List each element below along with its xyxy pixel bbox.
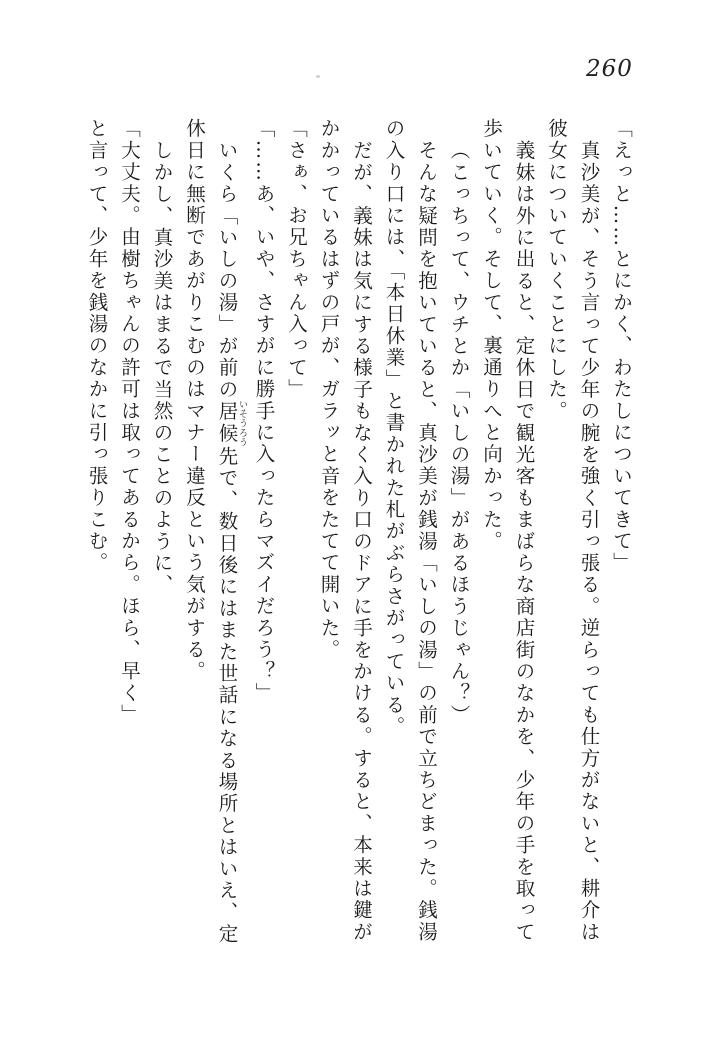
text-segment: 先で、数日後にはまた世話になる場所とはいえ、定 [215,445,239,945]
ruby-base: 居候 [215,399,239,447]
scan-speck [316,75,320,78]
text-line: そんな疑問を抱いていると、真沙美が銭湯「いしの湯」の前で立ちどまった。銭湯 [415,139,438,943]
text-line: 「……あ、いや、さすがに勝手に入ったらマズイだろう？」 [252,118,276,704]
page-number: 260 [586,56,633,82]
vertical-text-block [80,118,637,960]
text-line: 「さぁ、お兄ちゃん入って」 [285,118,308,401]
text-line: 彼女についていくことにした。 [545,118,568,422]
text-line: 義妹は外に出ると、定休日で観光客もまばらな商店街のなかを、少年の手を取って [512,139,536,943]
text-line: かかっているはずの戸が、ガラッと音をたてて開いた。 [317,118,341,661]
text-line: 「えっと……とにかく、わたしについてきて」 [610,118,633,574]
text-line: 歩いていく。そして、裏通りへと向かった。 [480,118,503,552]
text-line: だが、義妹は気にする様子もなく入り口のドアに手をかける。すると、本来は鍵が [350,139,373,943]
furigana-ruby [215,399,247,447]
text-line: 休日に無断であがりこむのはマナー違反という気がする。 [183,118,206,683]
text-line [210,118,247,960]
text-line: と言って、少年を銭湯のなかに引っ張りこむ。 [85,118,109,574]
furigana-text: いそうろう [237,399,247,447]
text-line: しかし、真沙美はまるで当然のことのように、 [150,139,174,596]
text-line: の入り口には、「本日休業」と書かれた札がぶらさがっている。 [382,118,406,738]
text-segment: いくら「いしの湯」が前の [215,139,239,401]
text-line: 「大丈夫。由樹ちゃんの許可は取ってあるから。ほら、早く」 [118,118,141,726]
text-line: 真沙美が、そう言って少年の腕を強く引っ張る。逆らっても仕方がないと、耕介は [577,139,601,943]
text-line: （こっちって、ウチとか「いしの湯」があるほうじゃん？） [447,139,471,726]
